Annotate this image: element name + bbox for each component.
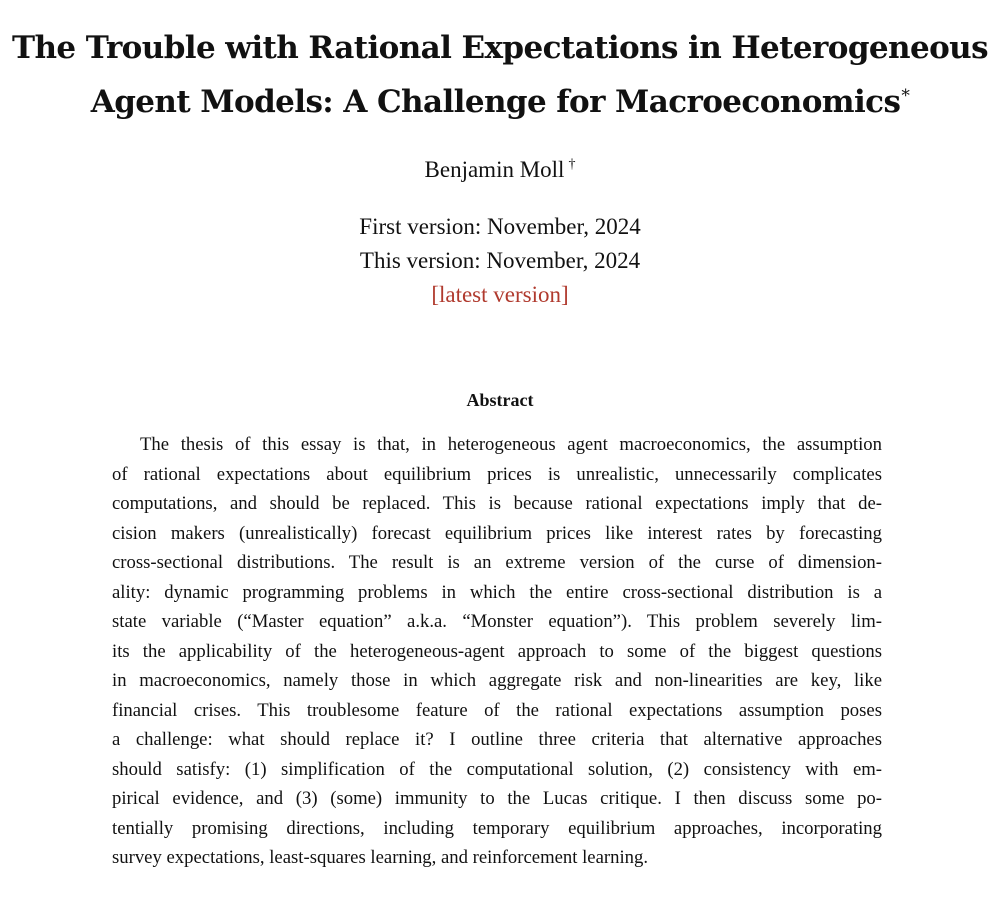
abstract-line: should satisfy: (1) simplification of the computational solution, (2) consistency with em- (112, 758, 882, 780)
abstract-line: financial crises. This troublesome feature of the rational expectations assumption poses (112, 699, 882, 721)
this-version-date: This version: November, 2024 (359, 248, 641, 273)
author-line (0, 157, 1000, 183)
author-name: Benjamin Moll (424, 157, 565, 182)
abstract-line: of rational expectations about equilibrium prices is unrealistic, unnecessarily complicates (112, 463, 882, 485)
abstract-line: tentially promising directions, including temporary equilibrium approaches, incorporating (112, 817, 882, 839)
paper-title-text-1: The Trouble with Rational Expectations in Heterogeneous (12, 30, 988, 66)
abstract-line: in macroeconomics, namely those in which aggregate risk and non-linearities are key, like (112, 670, 882, 691)
latest-version-link[interactable]: [latest version] (431, 282, 569, 307)
paper-title-text-2: Agent Models: A Challenge for Macroeconomics (90, 84, 901, 120)
abstract-line: its the applicability of the heterogeneous-agent approach to some of the biggest questions (112, 640, 882, 662)
abstract-line: computations, and should be replaced. This is because rational expectations imply that de- (112, 493, 882, 514)
abstract-line: survey expectations, least-squares learning, and reinforcement learning. (112, 847, 649, 868)
title-footnote-mark[interactable]: * (901, 85, 910, 106)
abstract-line: state variable (“Master equation” a.k.a. “Monster equation”). This problem severely lim- (112, 611, 882, 632)
abstract-heading: Abstract (466, 390, 534, 410)
abstract-line: cision makers (unrealistically) forecast equilibrium prices like interest rates by forecasting (112, 522, 882, 544)
paper-title-line-1 (0, 30, 1000, 66)
abstract-body (112, 430, 882, 873)
abstract-line: The thesis of this essay is that, in heterogeneous agent macroeconomics, the assumption (140, 434, 882, 455)
first-version-date: First version: November, 2024 (359, 214, 641, 239)
abstract-line: cross-sectional distributions. The result is an extreme version of the curse of dimension- (112, 552, 882, 573)
abstract-line: ality: dynamic programming problems in which the entire cross-sectional distribution is a (112, 581, 882, 603)
author-footnote-mark[interactable]: † (568, 157, 576, 173)
paper-title-line-2 (0, 84, 1000, 120)
abstract-line: a challenge: what should replace it? I outline three criteria that alternative approaches (112, 729, 882, 750)
abstract-line: pirical evidence, and (3) (some) immunity to the Lucas critique. I then discuss some po- (112, 788, 882, 809)
